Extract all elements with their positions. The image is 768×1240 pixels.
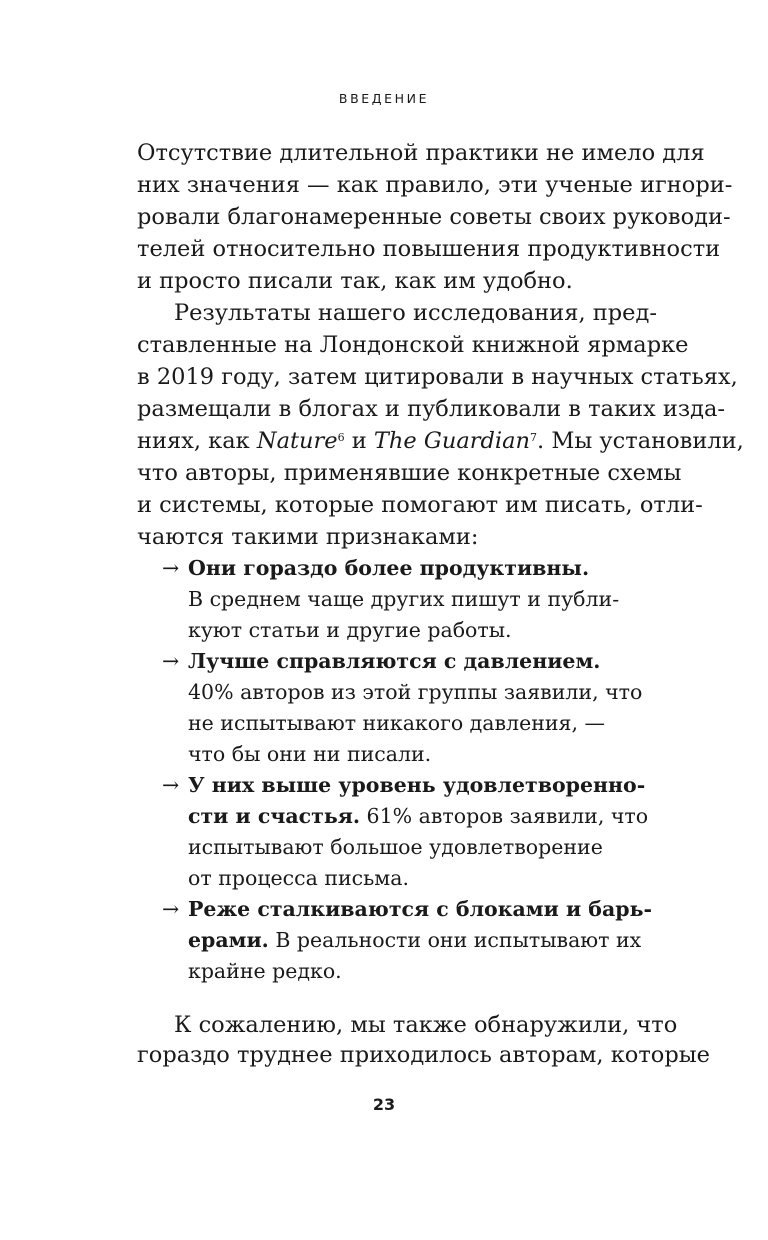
text-fragment: ниях, как — [137, 428, 257, 454]
text-line: чаются такими признаками: — [137, 524, 479, 550]
text-line-with-citations — [137, 426, 744, 456]
item-text-line: от процесса письма. — [188, 866, 409, 890]
text-line: ровали благонамеренные советы своих руководи- — [137, 204, 731, 230]
item-text-line: 40% авторов из этой группы заявили, что — [188, 680, 643, 704]
item-heading-continued: сти и счастья. — [188, 804, 361, 828]
text-line: в 2019 году, затем цитировали в научных статьях, — [137, 364, 738, 390]
arrow-icon: → — [162, 556, 180, 580]
arrow-icon: → — [162, 897, 180, 921]
footnote-marker: 6 — [337, 431, 345, 444]
text-fragment: и — [344, 428, 374, 454]
item-heading: Реже сталкиваются с блоками и барь- — [188, 897, 652, 921]
item-text-line — [188, 925, 642, 955]
page-number: 23 — [372, 1095, 396, 1114]
item-text-line: не испытывают никакого давления, — — [188, 711, 606, 735]
item-text-line: крайне редко. — [188, 959, 342, 983]
item-heading: У них выше уровень удовлетворенно- — [188, 773, 646, 797]
text-line: гораздо труднее приходилось авторам, которые — [137, 1042, 710, 1068]
item-heading: Лучше справляются с давлением. — [188, 649, 601, 673]
item-text-line: что бы они ни писали. — [188, 742, 432, 766]
text-line: размещали в блогах и публиковали в таких изда- — [137, 396, 725, 422]
text-line: Результаты нашего исследования, пред- — [174, 300, 657, 326]
running-head: ВВЕДЕНИЕ — [338, 91, 430, 106]
text-line: что авторы, применявшие конкретные схемы — [137, 460, 682, 486]
text-fragment: . Мы установили, — [537, 428, 744, 454]
arrow-icon: → — [162, 649, 180, 673]
arrow-icon: → — [162, 773, 180, 797]
item-heading-continued: ерами. — [188, 928, 269, 952]
item-text-fragment: 61% авторов заявили, что — [360, 804, 649, 828]
text-line: и просто писали так, как им удобно. — [137, 268, 573, 294]
item-text-line: куют статьи и другие работы. — [188, 618, 512, 642]
text-line: Отсутствие длительной практики не имело для — [137, 140, 705, 166]
journal-nature: Nature — [256, 428, 338, 454]
text-line: и системы, которые помогают им писать, отли- — [137, 492, 703, 518]
text-line: ставленные на Лондонской книжной ярмарке — [137, 332, 689, 358]
text-line: них значения — как правило, эти ученые игнори- — [137, 172, 733, 198]
item-text-line — [188, 801, 649, 831]
item-text-fragment: В реальности они испытывают их — [268, 928, 642, 952]
text-line: телей относительно повышения продуктивности — [137, 236, 721, 262]
item-text-line: испытывают большое удовлетворение — [188, 835, 603, 859]
journal-guardian: The Guardian — [373, 428, 531, 454]
text-line: К сожалению, мы также обнаружили, что — [174, 1012, 678, 1038]
item-heading: Они гораздо более продуктивны. — [188, 556, 590, 580]
item-text-line: В среднем чаще других пишут и публи- — [188, 587, 620, 611]
footnote-marker: 7 — [530, 431, 538, 444]
